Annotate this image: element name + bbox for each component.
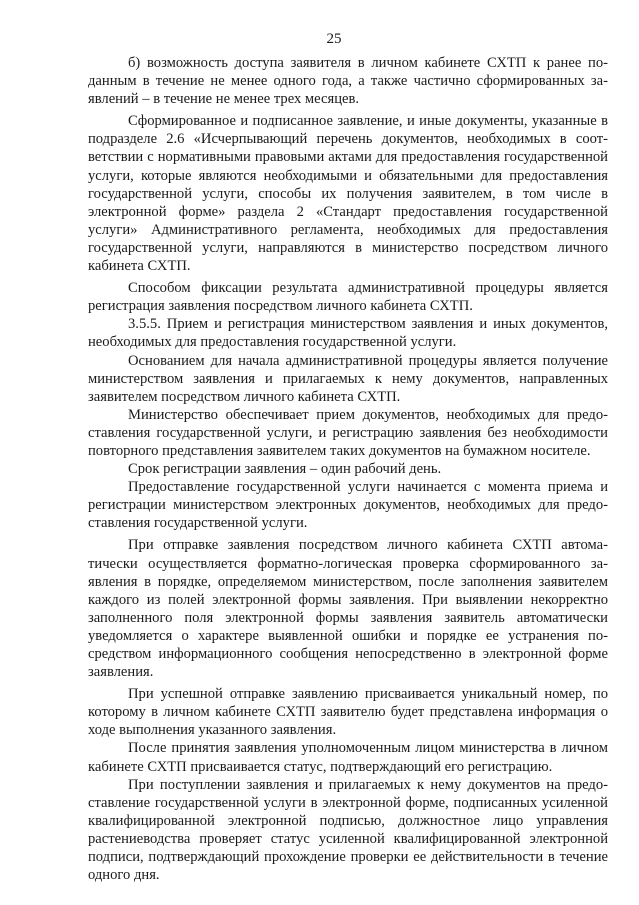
- paragraph-registration-term: Срок регистрации заявления – один рабочий день.: [128, 461, 442, 478]
- paragraph-ministry-reception: Министерство обеспечивает прием документов, необходимых для предоставления государственной услуги, и регистрацию заявления без необходимости повторного представления заявителем таких документов на бумажном носителе.: [88, 406, 608, 459]
- paragraph-access-period: б) возможность доступа заявителя в личном кабинете СХТП к ранее поданным в течение не менее одного года, а также частично сформированных заявлений – в течение не менее трех месяцев.: [88, 55, 608, 108]
- paragraph-status-assignment: После принятия заявления уполномоченным лицом министерства в личном кабинете СХТП присваивается статус, подтверждающий его регистрацию.: [88, 740, 608, 775]
- page-number: 25: [326, 31, 342, 47]
- paragraph-procedure-basis: Основанием для начала административной процедуры является получение министерством заявления и прилагаемых к нему документов, направленных заявителем посредством личного кабинета СХТП.: [88, 352, 608, 405]
- paragraph-service-start: Предоставление государственной услуги начинается с момента приема и регистрации министерством электронных документов, необходимых для предоставления государственной услуги.: [88, 479, 608, 532]
- paragraph-signature-check: При поступлении заявления и прилагаемых к нему документов на предоставление государственной услуги в электронной форме, подписанных усиленной квалифицированной электронной подписью, должностное лицо управления растениеводства проверяет статус усиленной квалифицированной электронной подписи, подтверждающий прохождение проверки ее действительности в течение одного дня.: [88, 776, 608, 884]
- paragraph-documents-submission: Сформированное и подписанное заявление, и иные документы, указанные в подразделе 2.6 «Исчерпывающий перечень документов, необходимых в соответствии с нормативными правовыми актами для предоставления государственной услуги, которые являются необходимыми и обязательными для предоставления государственной услуги, способы их получения заявителем, в том числе в электронной форме» раздела 2 «Стандарт предоставления государственной услуги» Административного регламента, необходимых для предоставления государственной услуги, направляются в министерство посредством личного кабинета СХТП.: [88, 113, 608, 275]
- section-heading-3-5-5: 3.5.5. Прием и регистрация министерством заявления и иных документов, необходимых для предоставления государственной услуги.: [88, 316, 608, 351]
- paragraph-fixation-method: Способом фиксации результата административной процедуры является регистрация заявления посредством личного кабинета СХТП.: [88, 280, 608, 315]
- paragraph-format-check: При отправке заявления посредством личного кабинета СХТП автоматически осуществляется форматно-логическая проверка сформированного заявления в порядке, определяемом министерством, после заполнения заявителем каждого из полей электронной формы заявления. При выявлении некорректно заполненного поля электронной формы заявления заявитель автоматически уведомляется о характере выявленной ошибки и порядке ее устранения посредством информационного сообщения непосредственно в электронной форме заявления.: [88, 537, 608, 681]
- document-page: [88, 0, 608, 884]
- paragraph-unique-number: При успешной отправке заявлению присваивается уникальный номер, по которому в личном кабинете СХТП заявителю будет представлена информация о ходе выполнения указанного заявления.: [88, 686, 608, 739]
